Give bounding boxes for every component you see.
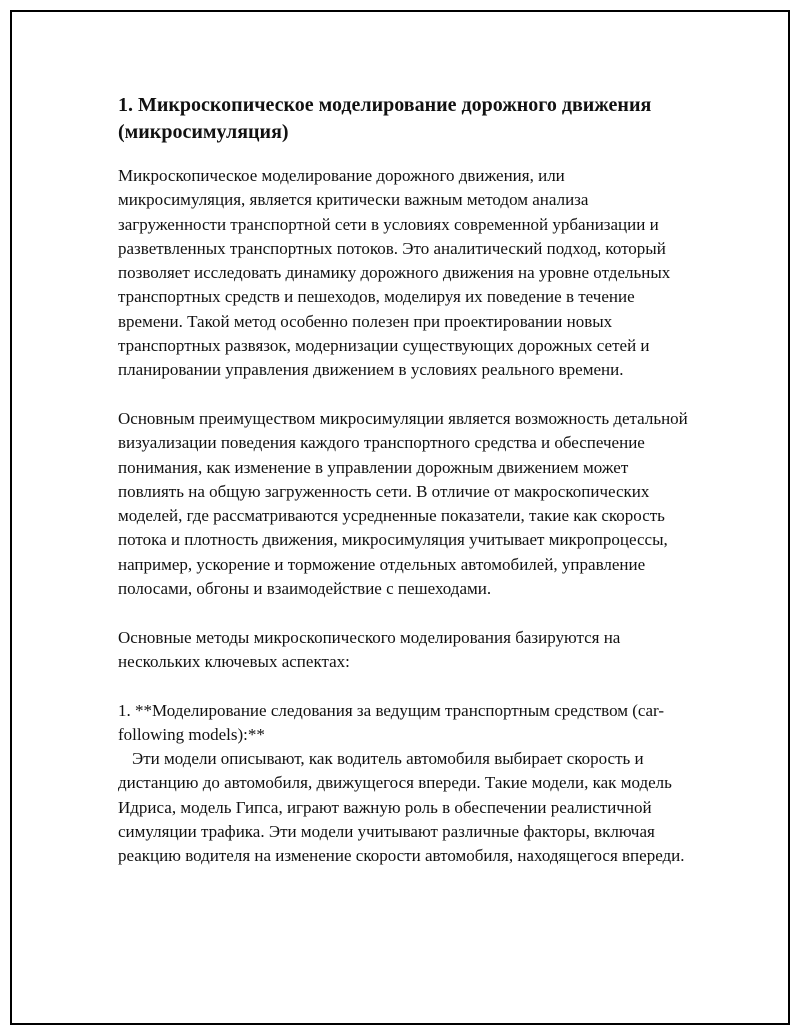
list-item-body: Эти модели описывают, как водитель автомобиля выбирает скорость и дистанцию до автомобиля, движущегося впереди. Такие модели, как модель Идриса, модель Гипса, играют важную роль в обеспечении реалистичной симуляции трафика. Эти модели учитывают различные факторы, включая реакцию водителя на изменение скорости автомобиля, находящегося впереди. [118,749,685,866]
paragraph-spacer [118,383,688,407]
section-heading: 1. Микроскопическое моделирование дорожного движения (микросимуляция) [118,94,652,143]
paragraph-methods-intro: Основные методы микроскопического моделирования базируются на нескольких ключевых аспектах: [118,627,621,671]
paragraph-advantages: Основным преимуществом микросимуляции является возможность детальной визуализации поведения каждого транспортного средства и обеспечение понимания, как изменение в управлении дорожным движением может повлиять на общую загруженность сети. В отличие от макроскопических моделей, где рассматриваются усредненные показатели, такие как скорость потока и плотность движения, микросимуляция учитывает микропроцессы, например, ускорение и торможение отдельных автомобилей, управление полосами, обгоны и взаимодействие с пешеходами. [118,408,688,599]
document-body [118,92,688,869]
paragraph-spacer [118,601,688,625]
paragraph-spacer [118,674,688,698]
list-item-title: 1. **Моделирование следования за ведущим транспортным средством (car-following models):** [118,700,665,744]
paragraph-intro: Микроскопическое моделирование дорожного движения, или микросимуляция, является критически важным методом анализа загруженности транспортной сети в условиях современной урбанизации и разветвленных транспортных потоков. Это аналитический подход, который позволяет исследовать динамику дорожного движения на уровне отдельных транспортных средств и пешеходов, моделируя их поведение в течение времени. Такой метод особенно полезен при проектировании новых транспортных развязок, модернизации существующих дорожных сетей и планировании управления движением в условиях реального времени. [118,166,671,380]
